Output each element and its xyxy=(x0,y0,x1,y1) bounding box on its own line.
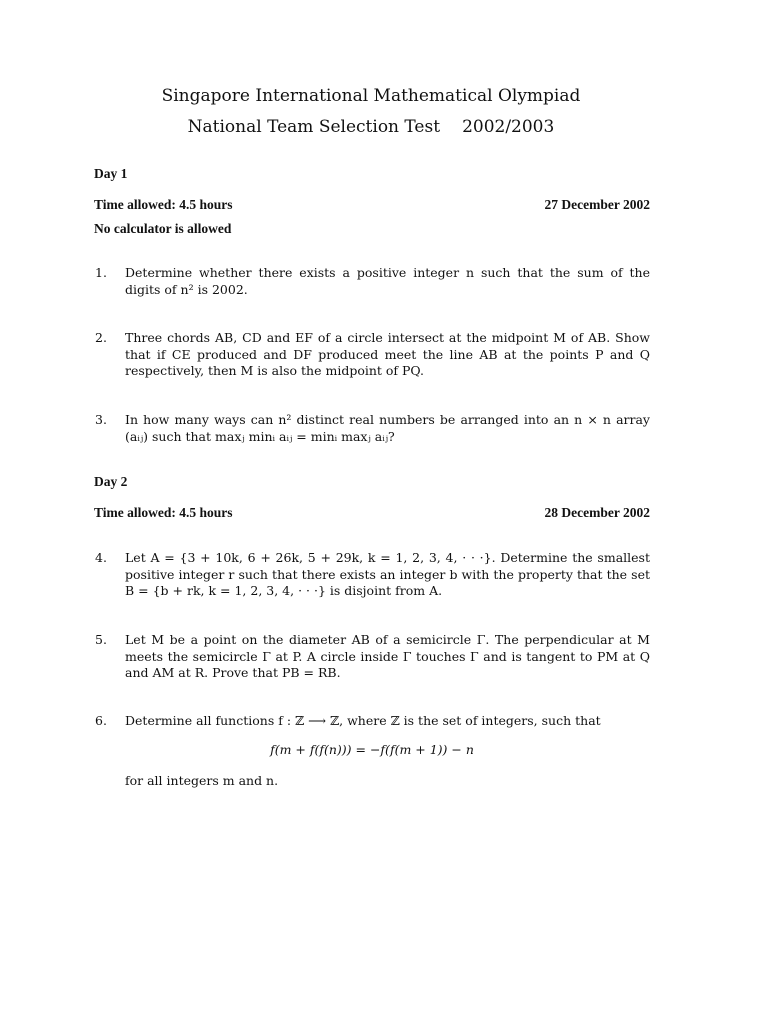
page-subtitle xyxy=(0,117,755,137)
problem-number: 3. xyxy=(95,412,107,427)
page-title: Singapore International Mathematical Olympiad xyxy=(161,86,581,106)
problem-text: In how many ways can n² distinct real numbers be arranged into an n × n array (aᵢⱼ) such that maxⱼ minᵢ aᵢⱼ = minᵢ maxⱼ aᵢⱼ? xyxy=(125,412,650,444)
problem-number: 6. xyxy=(95,713,107,728)
year-text: 2002/2003 xyxy=(462,117,555,137)
problem-6-closing-text: for all integers m and n. xyxy=(125,773,279,788)
functional-equation: f(m + f(f(n))) = −f(f(m + 1)) − n xyxy=(270,742,474,757)
problem-6 xyxy=(94,713,650,733)
problem-number: 4. xyxy=(95,550,107,565)
day2-date: 28 December 2002 xyxy=(544,505,650,520)
day2-time-allowed: Time allowed: 4.5 hours xyxy=(94,505,233,520)
problem-4 xyxy=(94,550,650,606)
day1-date: 27 December 2002 xyxy=(544,197,650,212)
problem-text: Let M be a point on the diameter AB of a semicircle Γ. The perpendicular at M meets the semicircle Γ at P. A circle inside Γ touches Γ and is tangent to PM at Q and AM at R. Prove that PB = RB. xyxy=(125,632,650,680)
problem-5 xyxy=(94,632,650,688)
problem-text: Let A = {3 + 10k, 6 + 26k, 5 + 29k, k = 1, 2, 3, 4, · · ·}. Determine the smallest positive integer r such that there exists an integer b with the property that the set B = {b + rk, k = 1, 2, 3, 4, · · ·} is disjoint from A. xyxy=(125,550,650,598)
day1-label: Day 1 xyxy=(94,166,128,181)
problem-number: 2. xyxy=(95,330,107,345)
problem-number: 5. xyxy=(95,632,107,647)
day2-label: Day 2 xyxy=(94,474,128,489)
problem-3 xyxy=(94,412,650,452)
problem-1 xyxy=(94,265,650,305)
problem-text: Determine all functions f : ℤ ⟶ ℤ, where ℤ is the set of integers, such that xyxy=(125,713,601,728)
problem-text: Three chords AB, CD and EF of a circle intersect at the midpoint M of AB. Show that if CE produced and DF produced meet the line AB at the points P and Q respectively, then M is also the midpoint of PQ. xyxy=(125,330,650,378)
calculator-note: No calculator is allowed xyxy=(94,221,232,236)
problem-number: 1. xyxy=(95,265,107,280)
problem-2 xyxy=(94,330,650,386)
problem-text: Determine whether there exists a positive integer n such that the sum of the digits of n² is 2002. xyxy=(125,265,650,297)
day1-time-allowed: Time allowed: 4.5 hours xyxy=(94,197,233,212)
subtitle-text: National Team Selection Test xyxy=(187,117,441,137)
